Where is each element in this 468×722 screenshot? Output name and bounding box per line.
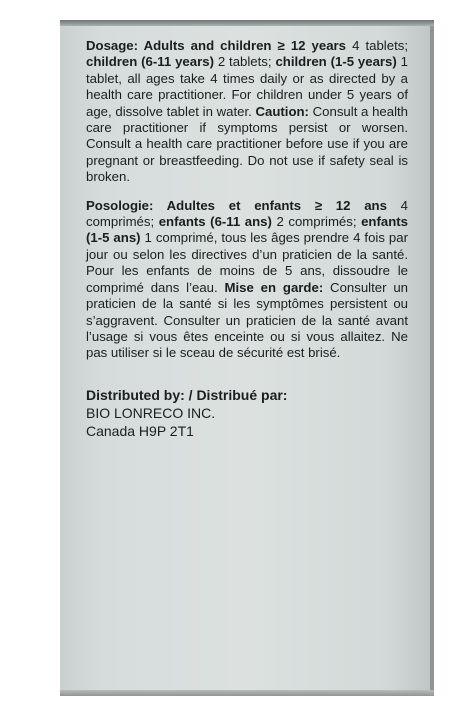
french-dosage-paragraph	[86, 198, 408, 362]
french-adult-dose: 4 comprimés;	[86, 197, 409, 230]
distributor-title: Distributed by: / Distribué par:	[86, 386, 288, 403]
english-child-1-5-label: children (1-5 years)	[275, 54, 397, 70]
french-caution-label: Mise en garde:	[224, 279, 324, 295]
french-dosage-label: Posologie: Adultes et enfants ≥ 12 ans	[86, 197, 387, 213]
french-child-1-5-label: enfants (1-5 ans)	[86, 214, 408, 246]
distributor-section	[86, 386, 408, 440]
english-instructions: 1 tablet, all ages take 4 times daily or as directed by a health care practitioner. For children under 5 years of age, dissolve tablet in water.	[86, 54, 409, 119]
english-caution-label: Caution:	[255, 103, 309, 119]
distributor-company: BIO LONRECO INC.	[86, 404, 216, 421]
package-top-edge	[60, 20, 434, 26]
french-child-6-11-label: enfants (6-11 ans)	[158, 214, 272, 230]
english-child-6-11-label: children (6-11 years)	[86, 54, 214, 70]
french-child-6-11-dose: 2 comprimés;	[271, 214, 362, 230]
english-adult-dose: 4 tablets;	[346, 38, 408, 53]
english-child-6-11-dose: 2 tablets;	[213, 54, 276, 70]
english-caution-text: Consult a health care practitioner if symptoms persist or worsen. Consult a health care practitioner before use if you are pregnant or breastfeeding. Do not use if safety seal is broken.	[86, 103, 408, 185]
french-caution-text: Consulter un praticien de la santé si les symptômes persistent ou s’aggravent. Consulter un praticien de la santé avant l’usage si vous êtes enceinte ou si vous allaitez. Ne pas utiliser si le sceau de sécurité est brisé.	[86, 279, 408, 361]
package-bottom-edge	[60, 690, 434, 696]
english-dosage-label: Dosage: Adults and children ≥ 12 years	[86, 38, 347, 53]
label-text-block	[86, 38, 408, 440]
english-dosage-paragraph	[86, 38, 408, 186]
distributor-location: Canada H9P 2T1	[86, 422, 194, 439]
french-instructions: 1 comprimé, tous les âges prendre 4 fois par jour ou selon les directives d’un praticien de la santé. Pour les enfants de moins de 5 ans, dissoudre le comprimé dans l’eau.	[86, 230, 408, 295]
